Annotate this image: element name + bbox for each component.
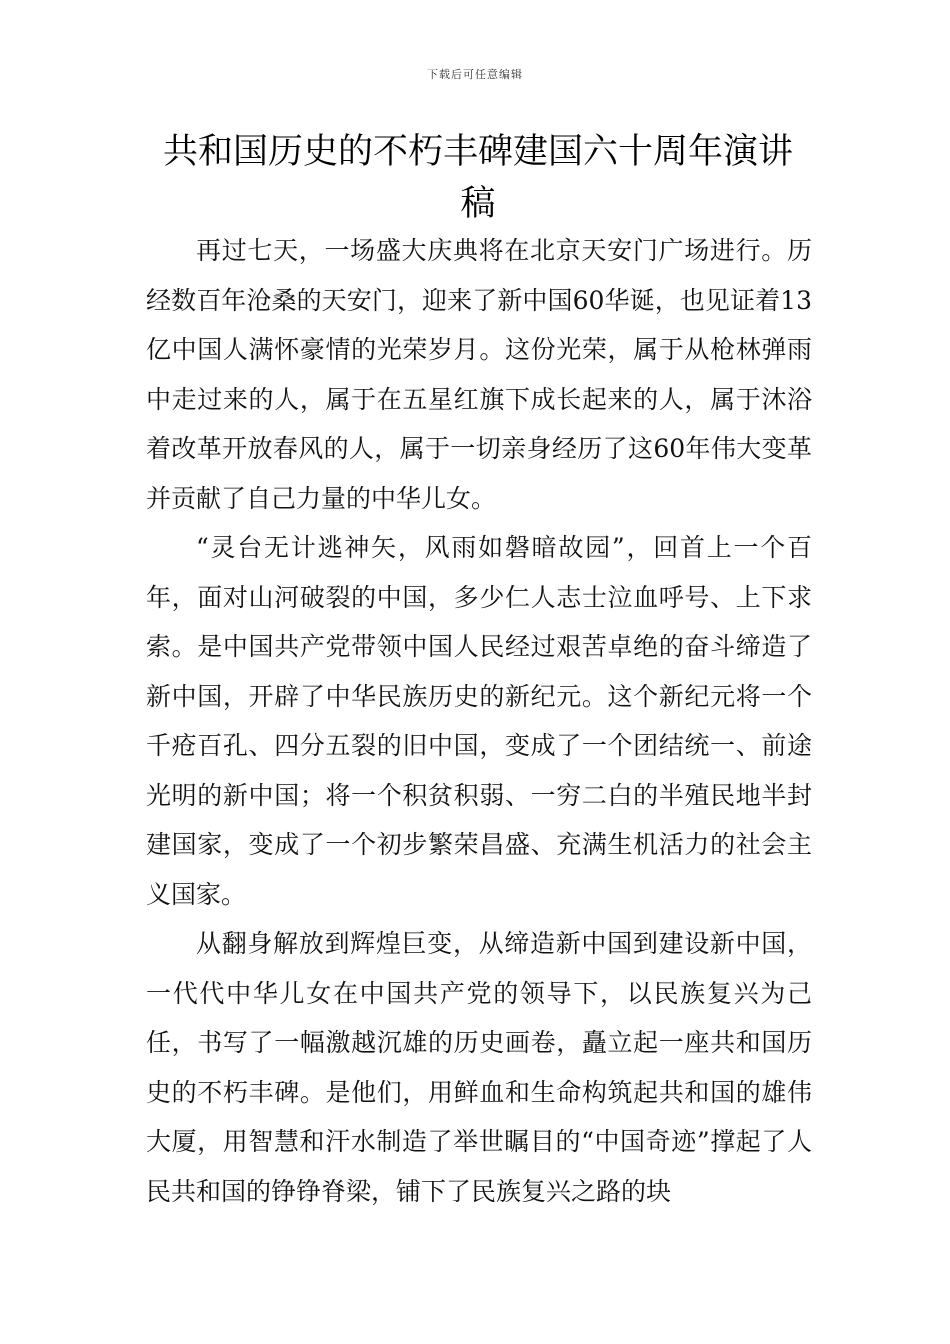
- document-title: 共和国历史的不朽丰碑建国六十周年演讲稿: [162, 132, 793, 224]
- document-body: [146, 226, 812, 1216]
- header-note: 下载后可任意编辑: [427, 68, 523, 81]
- paragraph: 从翻身解放到辉煌巨变，从缔造新中国到建设新中国，一代代中华儿女在中国共产党的领导下，以民族复兴为己任，书写了一幅激越沉雄的历史画卷，矗立起一座共和国历史的不朽丰碑。是他们，用鲜血和生命构筑起共和国的雄伟大厦，用智慧和汗水制造了举世瞩目的“中国奇迹”撑起了人民共和国的铮铮脊梁，铺下了民族复兴之路的块: [146, 929, 812, 1206]
- paragraph: “灵台无计逃神矢，风雨如磐暗故园”，回首上一个百年，面对山河破裂的中国，多少仁人志士泣血呼号、上下求索。是中国共产党带领中国人民经过艰苦卓绝的奋斗缔造了新中国，开辟了中华民族历史的新纪元。这个新纪元将一个千疮百孔、四分五裂的旧中国，变成了一个团结统一、前途光明的新中国；将一个积贫积弱、一穷二白的半殖民地半封建国家，变成了一个初步繁荣昌盛、充满生机活力的社会主义国家。: [146, 533, 812, 909]
- paragraph: 再过七天，一场盛大庆典将在北京天安门广场进行。历经数百年沧桑的天安门，迎来了新中国60华诞，也见证着13亿中国人满怀豪情的光荣岁月。这份光荣，属于从枪林弹雨中走过来的人，属于在五星红旗下成长起来的人，属于沐浴着改革开放春风的人，属于一切亲身经历了这60年伟大变革并贡献了自己力量的中华儿女。: [146, 236, 812, 513]
